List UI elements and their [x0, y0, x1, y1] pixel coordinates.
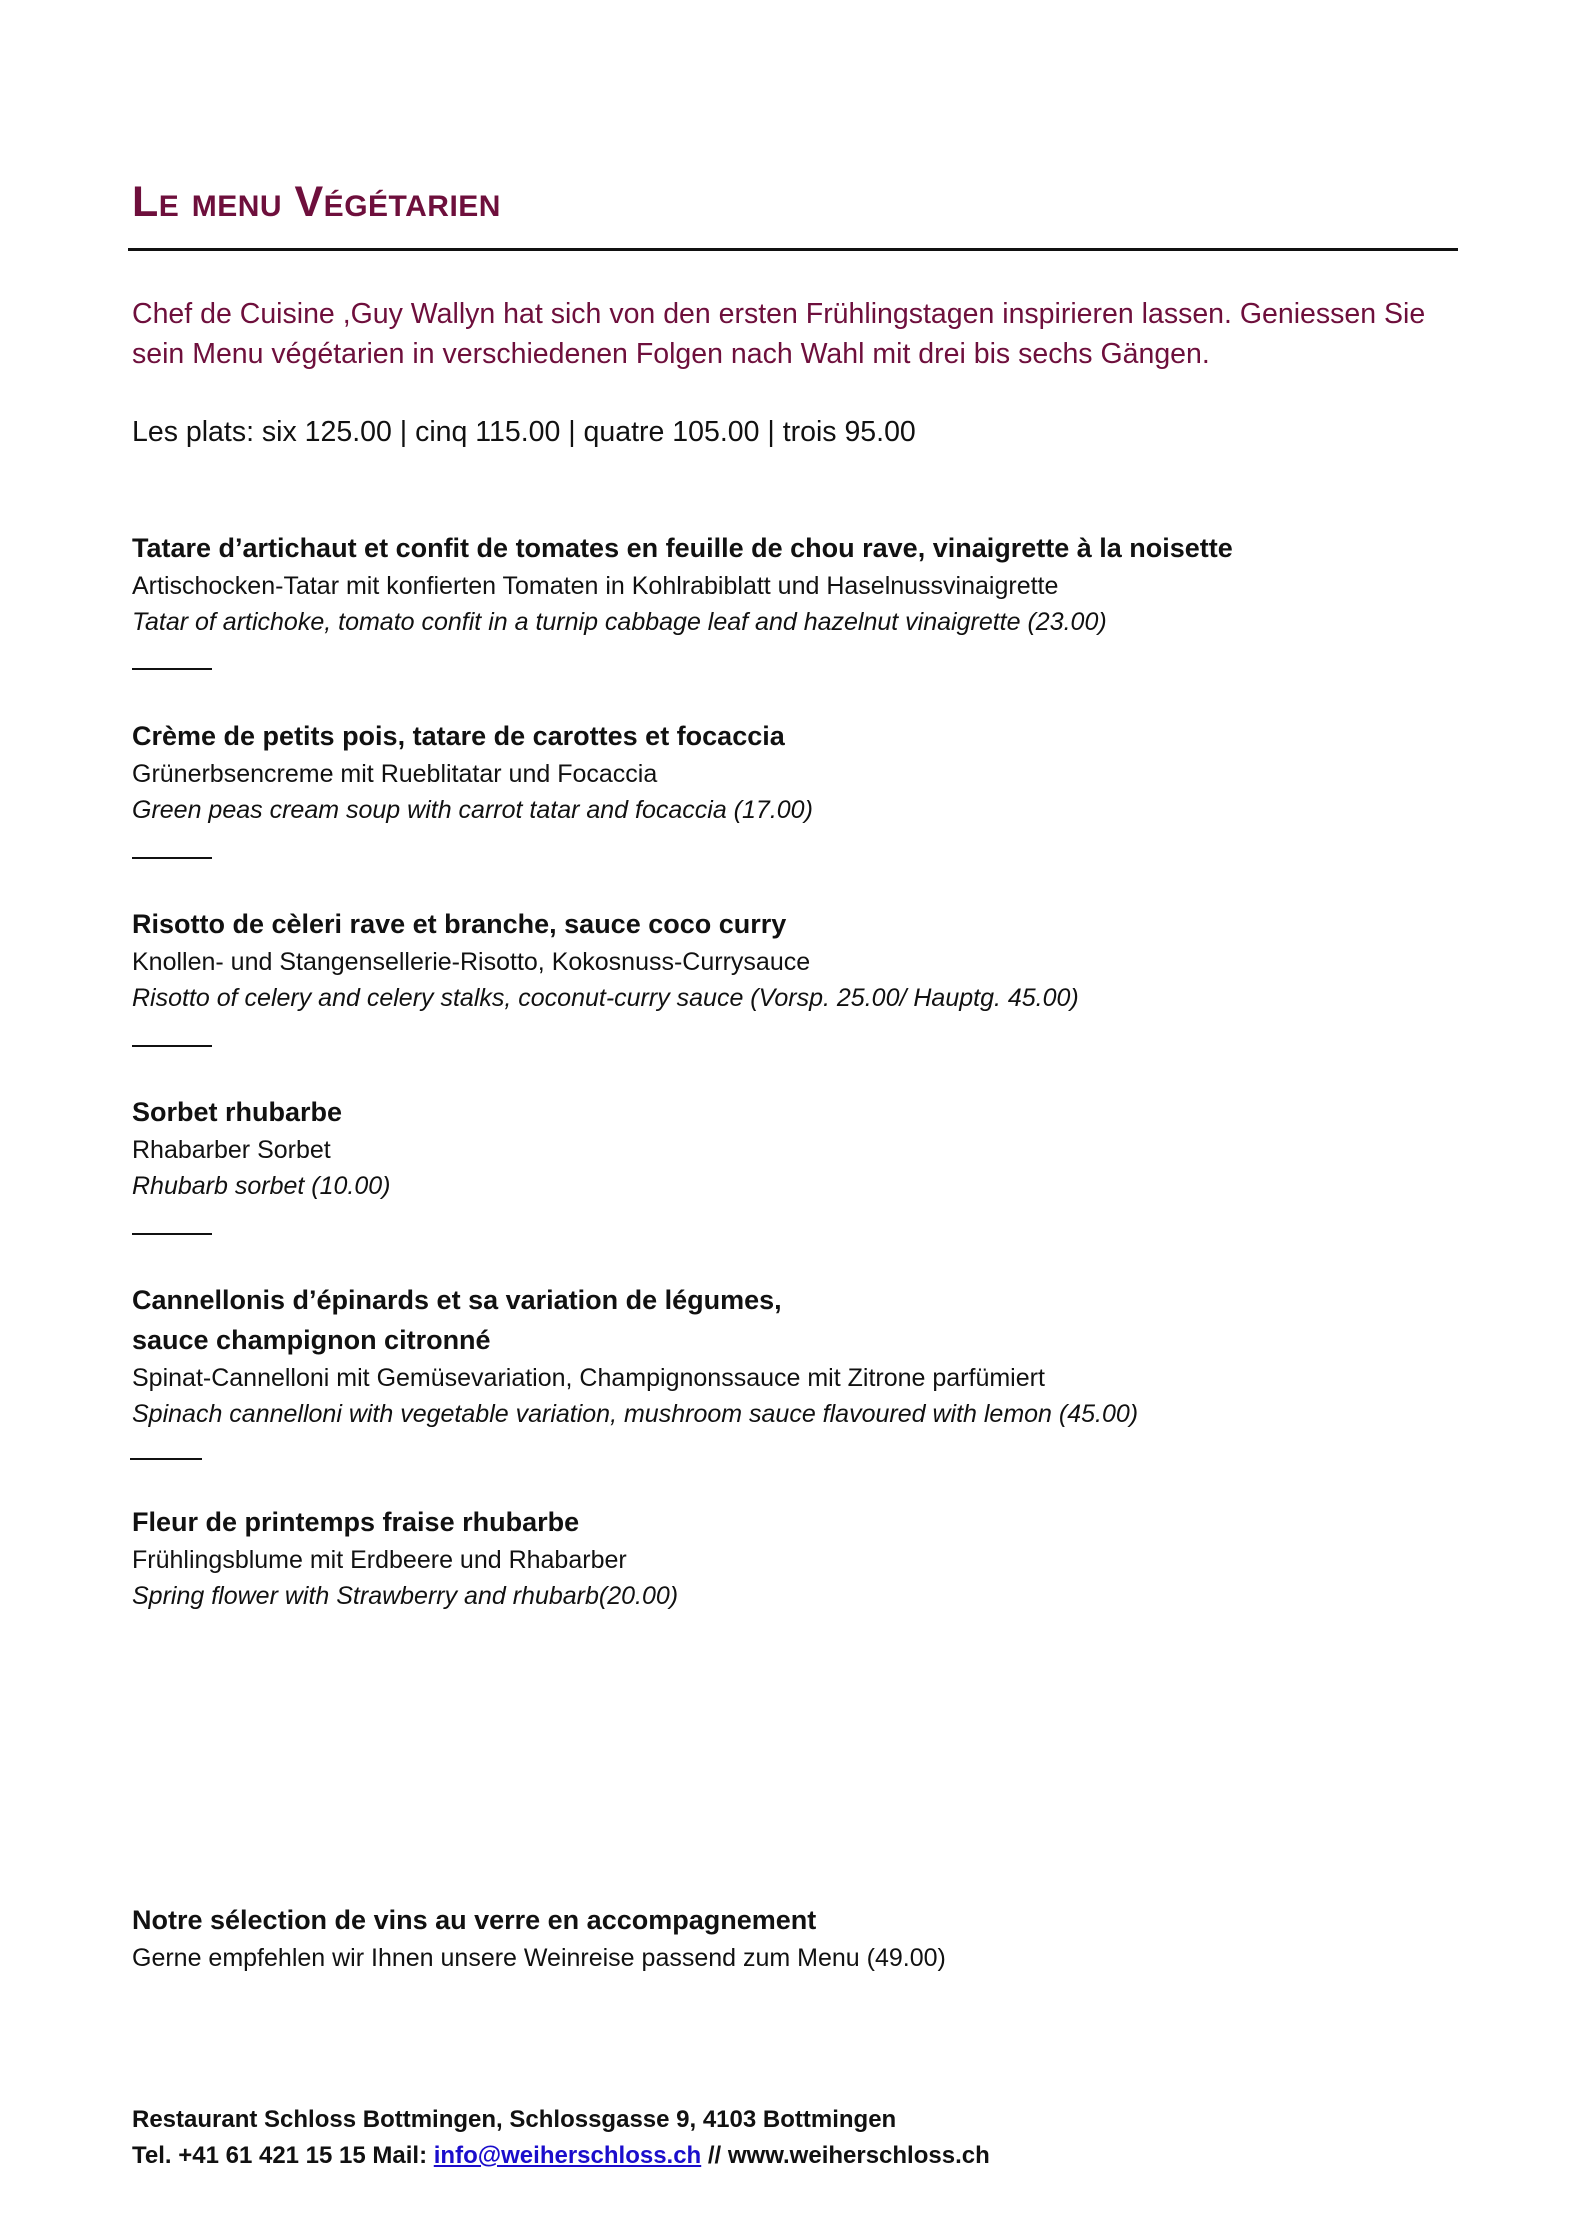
- course-title-fr: Fleur de printemps fraise rhubarbe: [132, 1507, 580, 1537]
- course-item: [132, 1092, 1462, 1204]
- course-desc-de: Spinat-Cannelloni mit Gemüsevariation, Champignonssauce mit Zitrone parfümiert: [132, 1364, 1045, 1392]
- price-list: Les plats: six 125.00 | cinq 115.00 | quatre 105.00 | trois 95.00: [132, 416, 916, 448]
- course-title-fr: Risotto de cèleri rave et branche, sauce coco curry: [132, 909, 787, 939]
- footer-contact: [132, 2138, 1462, 2174]
- course-desc-de: Grünerbsencreme mit Rueblitatar und Focaccia: [132, 760, 658, 788]
- footer-web: // www.weiherschloss.ch: [701, 2142, 990, 2169]
- course-item: [132, 528, 1462, 640]
- title-divider: [128, 248, 1458, 251]
- course-desc-de: Frühlingsblume mit Erdbeere und Rhabarber: [132, 1546, 627, 1574]
- course-separator: [132, 1233, 212, 1235]
- course-desc-en: Tatar of artichoke, tomato confit in a turnip cabbage leaf and hazelnut vinaigrette (23.00): [132, 608, 1107, 636]
- course-desc-en: Risotto of celery and celery stalks, coconut-curry sauce (Vorsp. 25.00/ Hauptg. 45.00): [132, 984, 1079, 1012]
- course-item: [132, 1280, 1462, 1432]
- course-desc-de: Artischocken-Tatar mit konfierten Tomaten in Kohlrabiblatt und Haselnussvinaigrette: [132, 572, 1059, 600]
- course-item: [132, 716, 1462, 828]
- footer-tel: Tel. +41 61 421 15 15 Mail:: [132, 2142, 434, 2169]
- wine-text: Gerne empfehlen wir Ihnen unsere Weinreise passend zum Menu (49.00): [132, 1944, 946, 1972]
- course-desc-en: Spinach cannelloni with vegetable variation, mushroom sauce flavoured with lemon (45.00): [132, 1400, 1139, 1428]
- wine-heading: Notre sélection de vins au verre en accompagnement: [132, 1905, 817, 1935]
- wine-pairing: [132, 1900, 1462, 1976]
- page-title: Le menu Végétarien: [132, 178, 501, 226]
- course-desc-de: Rhabarber Sorbet: [132, 1136, 331, 1164]
- course-title-fr: Cannellonis d’épinards et sa variation de légumes,: [132, 1285, 782, 1315]
- email-link[interactable]: info@weiherschloss.ch: [433, 2142, 702, 2169]
- course-desc-en: Green peas cream soup with carrot tatar and focaccia (17.00): [132, 796, 813, 824]
- course-desc-en: Rhubarb sorbet (10.00): [132, 1172, 391, 1200]
- footer: [132, 2102, 1462, 2174]
- course-desc-de: Knollen- und Stangensellerie-Risotto, Kokosnuss-Currysauce: [132, 948, 811, 976]
- course-title-fr: Tatare d’artichaut et confit de tomates en feuille de chou rave, vinaigrette à la noisette: [132, 533, 1233, 563]
- footer-address: Restaurant Schloss Bottmingen, Schlossgasse 9, 4103 Bottmingen: [132, 2106, 897, 2133]
- course-title-fr-line2: sauce champignon citronné: [132, 1325, 491, 1355]
- course-desc-en: Spring flower with Strawberry and rhubarb(20.00): [132, 1582, 679, 1610]
- course-item: [132, 904, 1462, 1016]
- course-title-fr: Crème de petits pois, tatare de carottes et focaccia: [132, 721, 785, 751]
- course-item: [132, 1502, 1462, 1614]
- course-separator: [132, 668, 212, 670]
- course-separator: [132, 857, 212, 859]
- course-title-fr: Sorbet rhubarbe: [132, 1097, 343, 1127]
- intro-text: Chef de Cuisine ,Guy Wallyn hat sich von den ersten Frühlingstagen inspirieren lassen. Geniessen Sie sein Menu végétarien in verschiedenen Folgen nach Wahl mit drei bis sechs Gängen.: [132, 298, 1426, 370]
- course-separator: [132, 1045, 212, 1047]
- course-separator: [130, 1458, 202, 1460]
